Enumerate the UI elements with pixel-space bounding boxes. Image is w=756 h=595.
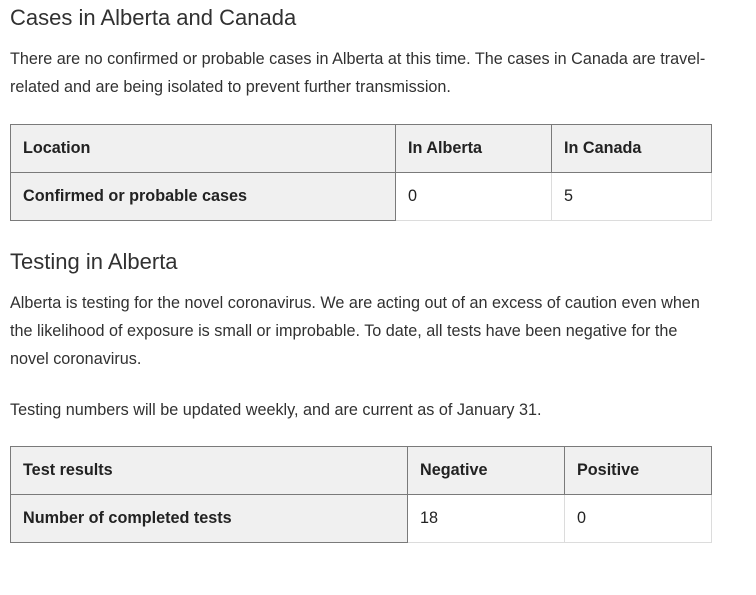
testing-description: Alberta is testing for the novel coronavirus. We are acting out of an excess of caution even when the likelihood of exposure is small or improbable. To date, all tests have been negative for the novel coronavirus. (10, 294, 700, 368)
cell-negative-tests: 18 (408, 495, 565, 543)
testing-heading: Testing in Alberta (10, 249, 178, 274)
column-header-positive: Positive (565, 447, 712, 495)
column-header-in-canada: In Canada (552, 125, 712, 173)
table-row (11, 173, 712, 221)
column-header-location: Location (11, 125, 396, 173)
row-label-confirmed-cases: Confirmed or probable cases (11, 173, 396, 221)
column-header-in-alberta: In Alberta (396, 125, 552, 173)
cases-heading: Cases in Alberta and Canada (10, 5, 297, 30)
cell-positive-tests: 0 (565, 495, 712, 543)
cell-alberta-cases: 0 (396, 173, 552, 221)
testing-update-note: Testing numbers will be updated weekly, and are current as of January 31. (10, 401, 542, 419)
column-header-negative: Negative (408, 447, 565, 495)
table-row (11, 495, 712, 543)
cases-table-header-row (11, 125, 712, 173)
cell-canada-cases: 5 (552, 173, 712, 221)
row-label-completed-tests: Number of completed tests (11, 495, 408, 543)
cases-table (10, 124, 712, 221)
testing-table (10, 446, 712, 543)
column-header-test-results: Test results (11, 447, 408, 495)
cases-description: There are no confirmed or probable cases in Alberta at this time. The cases in Canada are travel-related and are being isolated to prevent further transmission. (10, 50, 706, 96)
testing-table-header-row (11, 447, 712, 495)
